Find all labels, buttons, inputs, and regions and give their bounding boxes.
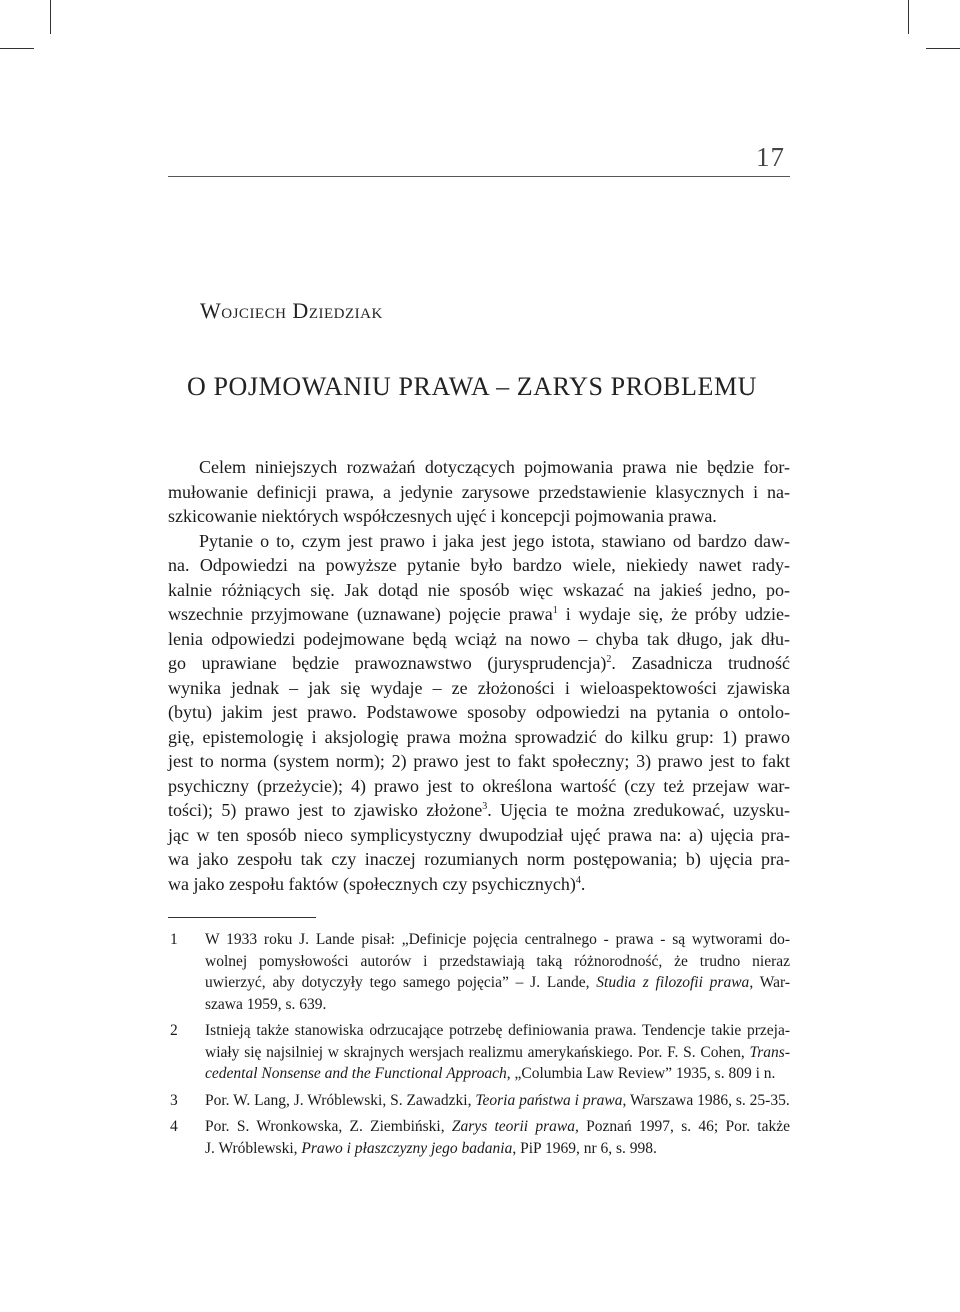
footnote-line	[205, 972, 790, 994]
author-name: Wojciech Dziedziak	[200, 298, 383, 323]
cited-work-title: Teoria państwa i prawa	[475, 1091, 623, 1109]
body-line: lenia odpowiedzi podejmowane będą wciąż na nowo – chyba tak długo, jak dłu-	[168, 628, 790, 649]
body-line	[168, 872, 790, 897]
footnote-line	[205, 1138, 790, 1160]
cited-work-title: Prawo i płaszczyzny jego badania	[301, 1139, 513, 1157]
body-line: psychiczny (przeżycie); 4) prawo jest to określona wartość (czy też przejaw war-	[168, 775, 790, 796]
footnote-text: , PiP 1969, nr 6, s. 998.	[512, 1139, 657, 1157]
body-line: Pytanie o to, czym jest prawo i jaka jest jego istota, stawiano od bardzo daw-	[199, 530, 790, 551]
footnote-text: , Warszawa 1986, s. 25-35.	[622, 1091, 790, 1109]
body-text-segment: go uprawiane będzie prawoznawstwo (jurysprudencja)	[168, 653, 607, 673]
body-line: jąc w ten sposób nieco symplicystyczny dwupodział ujęć prawa na: a) ujęcia pra-	[168, 824, 790, 845]
cited-work-title: cedental Nonsense and the Functional Approach	[205, 1065, 507, 1082]
body-text-segment: tości); 5) prawo jest to zjawisko złożone	[168, 800, 483, 820]
body-text-segment: .	[580, 873, 586, 894]
footnote-text: Por. S. Wronkowska, Z. Ziembiński,	[205, 1118, 452, 1135]
footnote-text: Poznań 1997, s. 46; Por. także	[578, 1118, 791, 1135]
body-line: na. Odpowiedzi na powyższe pytanie było bardzo wiele, niekiedy nawet rady-	[168, 555, 790, 575]
footnote-ref[interactable]: 3	[482, 801, 488, 812]
crop-mark-right	[926, 48, 960, 49]
cited-work-title: Trans-	[749, 1043, 790, 1061]
body-text-segment: i wydaje się, że próby udzie-	[557, 604, 790, 624]
footnote-number: 2	[170, 1022, 178, 1039]
body-line: szkicowanie niektórych współczesnych ujęć i koncepcji pojmowania prawa.	[168, 506, 717, 526]
crop-mark-top-left	[50, 0, 51, 34]
footnote-4	[168, 1116, 790, 1159]
header-rule	[168, 176, 790, 177]
footnote-text: J. Wróblewski,	[205, 1139, 302, 1157]
cited-work-title: Zarys teorii prawa,	[451, 1118, 579, 1135]
article-title: O POJMOWANIU PRAWA – ZARYS PROBLEMU	[187, 372, 758, 401]
footnote-ref[interactable]: 4	[575, 874, 581, 886]
footnote-number: 3	[170, 1091, 178, 1109]
footnote-line: szawa 1959, s. 639.	[205, 995, 327, 1013]
footnotes	[168, 929, 790, 1164]
cited-work-title: Studia z filozofii prawa	[596, 974, 750, 991]
body-line	[168, 651, 790, 676]
body-text-segment: wszechnie przyjmowane (uznawane) pojęcie prawa	[168, 604, 553, 624]
body-text-segment: wa jako zespołu faktów (społecznych czy psychicznych)	[168, 873, 576, 894]
footnote-number: 1	[170, 931, 178, 948]
page-number: 17	[756, 142, 785, 172]
footnote-ref[interactable]: 2	[606, 654, 612, 665]
footnote-text: , War-	[749, 974, 790, 991]
footnote-line	[205, 1063, 790, 1085]
body-line	[168, 798, 790, 823]
body-line: jest to norma (system norm); 2) prawo jest to fakt społeczny; 3) prawo jest to fakt	[168, 751, 790, 771]
footnote-ref[interactable]: 1	[552, 605, 558, 616]
footnote-number: 4	[170, 1118, 178, 1135]
body-line: wa jako zespołu tak czy inaczej rozumianych norm postępowania; b) ujęcia pra-	[168, 849, 790, 869]
footnote-line	[205, 1116, 790, 1138]
body-text-segment: . Ujęcia te można zredukować, uzysku-	[487, 800, 790, 820]
footnote-text: Por. W. Lang, J. Wróblewski, S. Zawadzki,	[205, 1091, 476, 1109]
footnote-text: wiały się najsilniej w skrajnych wersjach realizmu amerykańskiego. Por. F. S. Cohen,	[205, 1043, 750, 1061]
crop-mark-top-right	[908, 0, 909, 34]
crop-mark-left	[0, 48, 34, 49]
body-paragraph	[168, 455, 790, 896]
footnote-line: Istnieją także stanowiska odrzucające potrzebę definiowania prawa. Tendencje takie przeja-	[205, 1022, 790, 1039]
body-line: (bytu) jakim jest prawo. Podstawowe sposoby odpowiedzi na pytania o ontolo-	[168, 702, 790, 722]
footnote-line: W 1933 roku J. Lande pisał: „Definicje pojęcia centralnego - prawa - są wytworami do-	[205, 931, 790, 948]
body-text-segment: . Zasadnicza trudność	[611, 653, 790, 673]
footnote-line	[205, 1090, 790, 1112]
body-line: wynika jednak – jak się wydaje – ze złożoności i wieloaspektowości zjawiska	[168, 677, 790, 698]
body-line: gię, epistemologię i aksjologię prawa można sprowadzić do kilku grup: 1) prawo	[168, 726, 790, 747]
body-line: kalnie różniących się. Jak dotąd nie sposób więc wskazać na jakieś jedno, po-	[168, 579, 790, 600]
footnote-text: , „Columbia Law Review” 1935, s. 809 i n.	[506, 1065, 776, 1082]
footnote-text: uwierzyć, aby dotyczyły tego samego pojęcia” – J. Lande,	[205, 974, 597, 991]
footnote-line	[205, 1042, 790, 1064]
footnote-1	[168, 929, 790, 1015]
footnote-3	[168, 1090, 790, 1112]
body-line	[168, 602, 790, 627]
body-line: mułowanie definicji prawa, a jedynie zarysowe przedstawienie klasycznych i na-	[168, 481, 790, 502]
footnote-2	[168, 1020, 790, 1085]
footnote-line: wolnej pomysłowości autorów i przedstawiają taką różnorodność, że trudno nieraz	[205, 952, 790, 970]
footnote-separator	[168, 917, 316, 918]
body-line: Celem niniejszych rozważań dotyczących pojmowania prawa nie będzie for-	[199, 457, 790, 477]
